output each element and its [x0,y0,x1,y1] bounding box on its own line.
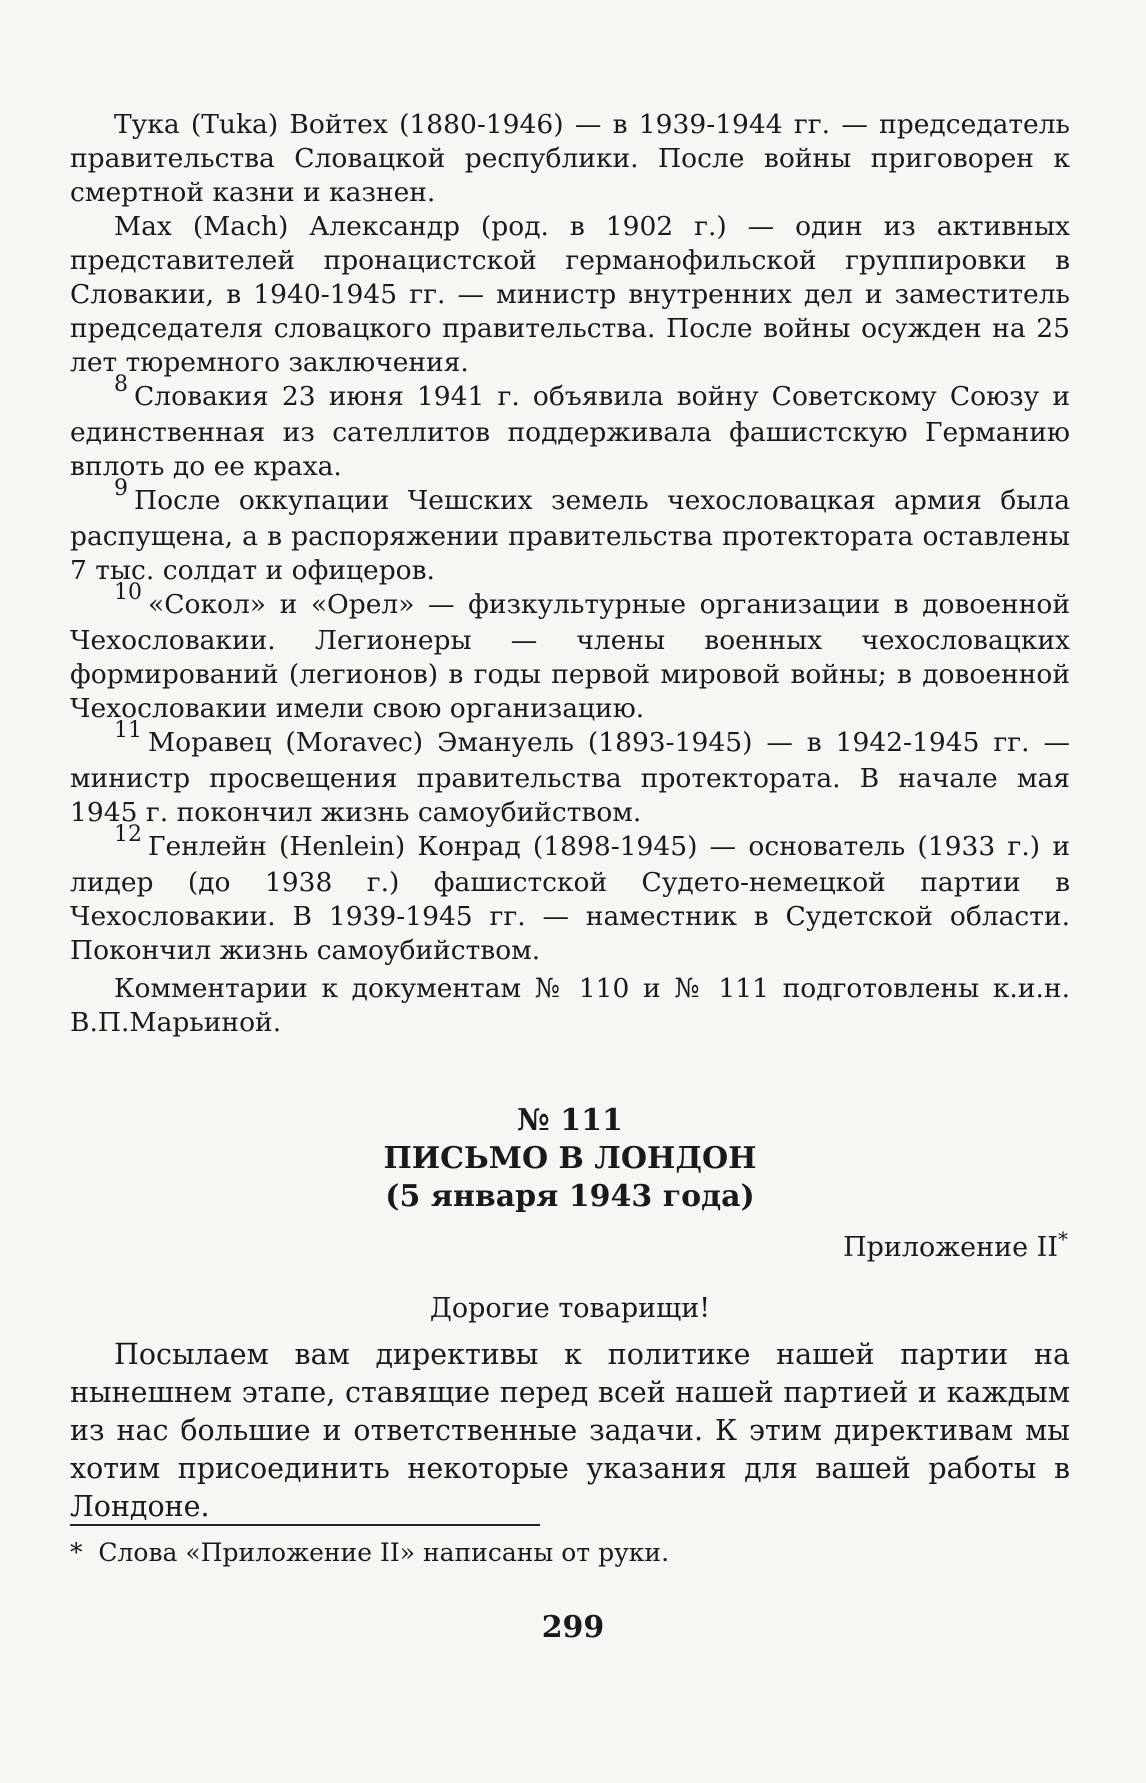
endnote-number: 11 [114,718,142,743]
endnote-text: После оккупации Чешских земель чехословацкая армия была распущена, а в распоряжении правительства протектората оставлены 7 тыс. солдат и офицеров. [70,485,1070,586]
footnote-text: Слова «Приложение II» написаны от руки. [98,1538,670,1567]
endnote-12 [70,822,1070,968]
document-date: (5 января 1943 года) [385,1179,755,1214]
endnote-text: Словакия 23 июня 1941 г. объявила войну Советскому Союзу и единственная из сателлитов поддерживала фашистскую Германию вплоть до ее краха. [70,381,1070,482]
endnote-text: Тука (Tuka) Войтех (1880-1946) — в 1939-1944 гг. — председатель правительства Словацкой республики. После войны приговорен к смертной казни и казнен. [70,109,1070,208]
endnote-number: 9 [114,476,128,501]
letter-greeting: Дорогие товарищи! [429,1293,711,1324]
endnote-text: Генлейн (Henlein) Конрад (1898-1945) — основатель (1933 г.) и лидер (до 1938 г.) фашистской Судето-немецкой партии в Чехословакии. В 1939-1945 гг. — наместник в Судетской области. Покончил жизнь самоубийством. [70,831,1070,966]
endnote-text: Мах (Mach) Александр (род. в 1902 г.) — один из активных представителей пронацистской германофильской группировки в Словакии, в 1940-1945 гг. — министр внутренних дел и заместитель председателя словацкого правительства. После войны осужден на 25 лет тюремного заключения. [70,211,1070,378]
appendix-text: Приложение II [843,1232,1058,1263]
footnote-mark: * [70,1538,83,1567]
endnote-text: «Сокол» и «Орел» — физкультурные организации в довоенной Чехословакии. Легионеры — члены военных чехословацких формирований (легионов) в годы первой мировой войны; в довоенной Чехословакии имели свою организацию. [70,589,1070,724]
footnote-divider [70,1524,540,1526]
document-number: № 111 [517,1103,623,1138]
letter-paragraph: Посылаем вам директивы к политике нашей партии на нынешнем этапе, ставящие перед всей нашей партией и каждым из нас большие и ответственные задачи. К этим директивам мы хотим присоединить некоторые указания для вашей работы в Лондоне. [70,1338,1070,1523]
endnote-number: 8 [114,372,128,397]
footnote [70,1536,1070,1570]
endnote-tuka [70,108,1070,210]
comments-credit [70,972,1070,1040]
endnote-9 [70,476,1070,588]
document-title: ПИСЬМО В ЛОНДОН [383,1141,757,1176]
endnote-number: 10 [114,580,142,605]
page-number: 299 [541,1610,605,1645]
appendix-footnote-mark: * [1058,1227,1068,1251]
endnote-11 [70,718,1070,830]
letter-body [70,1336,1070,1526]
appendix-label [843,1222,1068,1265]
endnotes-section [70,108,1070,968]
comments-credit-text: Комментарии к документам № 110 и № 111 подготовлены к.и.н. В.П.Марьиной. [70,973,1070,1038]
endnote-8 [70,372,1070,484]
endnote-number: 12 [114,822,142,847]
endnote-mach [70,210,1070,380]
endnote-text: Моравец (Moravec) Эмануель (1893-1945) — в 1942-1945 гг. — министр просвещения правительства протектората. В начале мая 1945 г. покончил жизнь самоубийством. [70,727,1070,828]
endnote-10 [70,580,1070,726]
